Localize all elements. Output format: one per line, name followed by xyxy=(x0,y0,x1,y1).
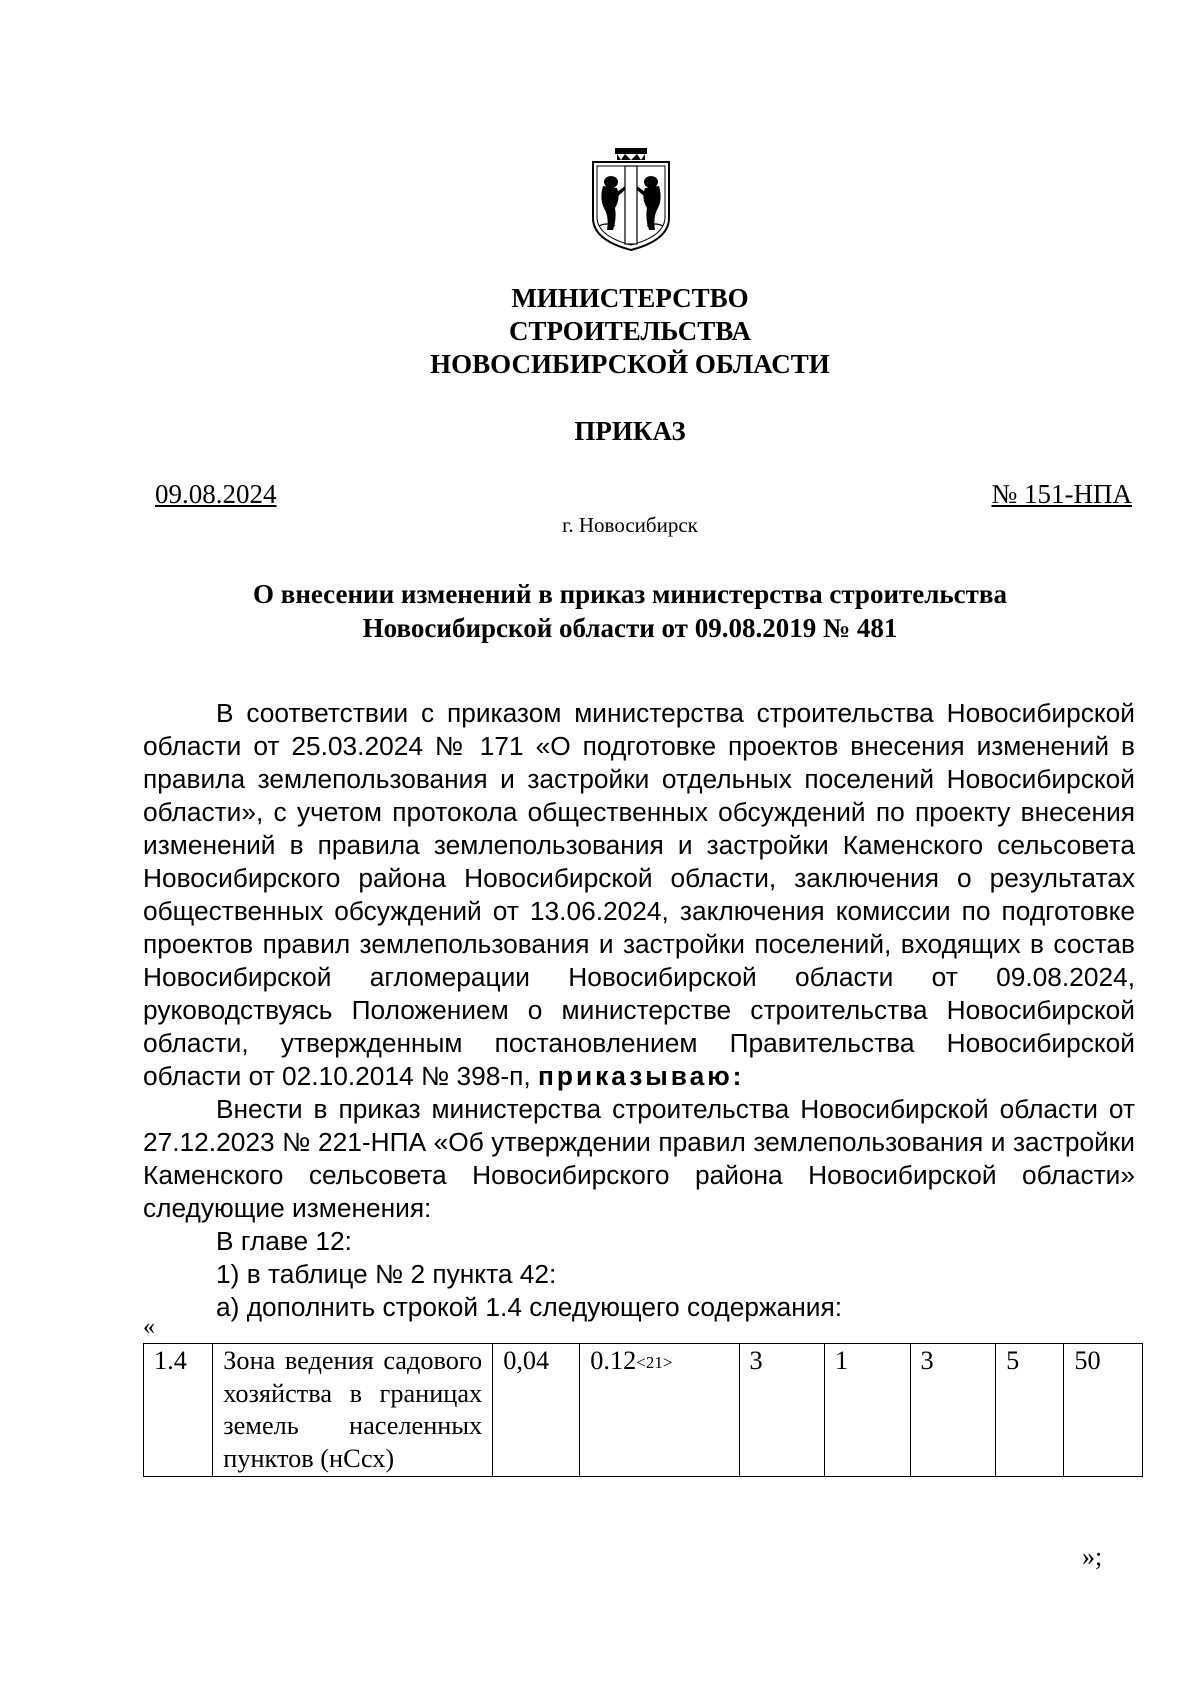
order-subject xyxy=(0,577,1200,645)
preamble-paragraph xyxy=(143,697,1135,1093)
value-cell xyxy=(580,1344,739,1477)
value-cell: 5 xyxy=(996,1344,1064,1477)
order-body xyxy=(143,697,1135,1324)
item-paragraph: 1) в таблице № 2 пункта 42: xyxy=(216,1259,557,1289)
orders-word: приказываю: xyxy=(538,1061,745,1091)
subitem-paragraph: а) дополнить строкой 1.4 следующего содержания: xyxy=(216,1292,843,1322)
row-number-cell: 1.4 xyxy=(144,1344,213,1477)
instruction-paragraph: Внести в приказ министерства строительства Новосибирской области от 27.12.2023 № 221-НПА «Об утверждении правил землепользования и застройки Каменского сельсовета Новосибирского района Новосибирской области» следующие изменения: xyxy=(143,1094,1135,1223)
value-cell: 1 xyxy=(825,1344,911,1477)
order-date: 09.08.2024 xyxy=(155,479,277,509)
ministry-title xyxy=(0,282,1200,381)
subject-line: Новосибирской области от 09.08.2019 № 481 xyxy=(362,613,898,643)
value-cell: 50 xyxy=(1064,1344,1143,1477)
ministry-line: СТРОИТЕЛЬСТВА xyxy=(508,316,752,346)
ministry-line: НОВОСИБИРСКОЙ ОБЛАСТИ xyxy=(430,349,830,379)
quote-open: « xyxy=(143,1314,155,1340)
table-row xyxy=(144,1344,1143,1477)
crown xyxy=(615,148,647,160)
value-cell: 3 xyxy=(739,1344,825,1477)
document-type: ПРИКАЗ xyxy=(574,416,686,446)
footnote-ref: <21> xyxy=(636,1353,673,1372)
city: г. Новосибирск xyxy=(562,513,698,537)
preamble-text: В соответствии с приказом министерства строительства Новосибирской области от 25.03.2024 № 171 «О подготовке проектов внесения изменений в правила землепользования и застройки отдельных поселений Новосибирской области», с учетом протокола общественных обсуждений по проекту внесения изменений в правила землепользования и застройки Каменского сельсовета Новосибирского района Новосибирской области, заключения о результатах общественных обсуждений от 13.06.2024, заключения комиссии по подготовке проектов правил землепользования и застройки поселений, входящих в состав Новосибирской агломерации Новосибирской области от 09.08.2024, руководствуясь Положением о министерстве строительства Новосибирской области, утвержденным постановлением Правительства Новосибирской области от 02.10.2014 № 398-п, xyxy=(143,698,1135,1091)
chapter-paragraph: В главе 12: xyxy=(216,1226,352,1256)
order-number: № 151-НПА xyxy=(991,479,1132,509)
quote-close: »; xyxy=(1082,1542,1103,1571)
value-cell: 0,04 xyxy=(493,1344,580,1477)
value-text: 0.12 xyxy=(590,1346,637,1375)
ministry-line: МИНИСТЕРСТВО xyxy=(511,283,749,313)
amendment-table xyxy=(143,1343,1143,1477)
coat-of-arms-icon xyxy=(587,148,675,254)
central-stripe xyxy=(625,166,637,244)
subject-line: О внесении изменений в приказ министерства строительства xyxy=(252,579,1008,609)
zone-name-cell: Зона ведения садового хозяйства в границах земель населенных пунктов (нСсх) xyxy=(213,1344,493,1477)
value-cell: 3 xyxy=(910,1344,996,1477)
